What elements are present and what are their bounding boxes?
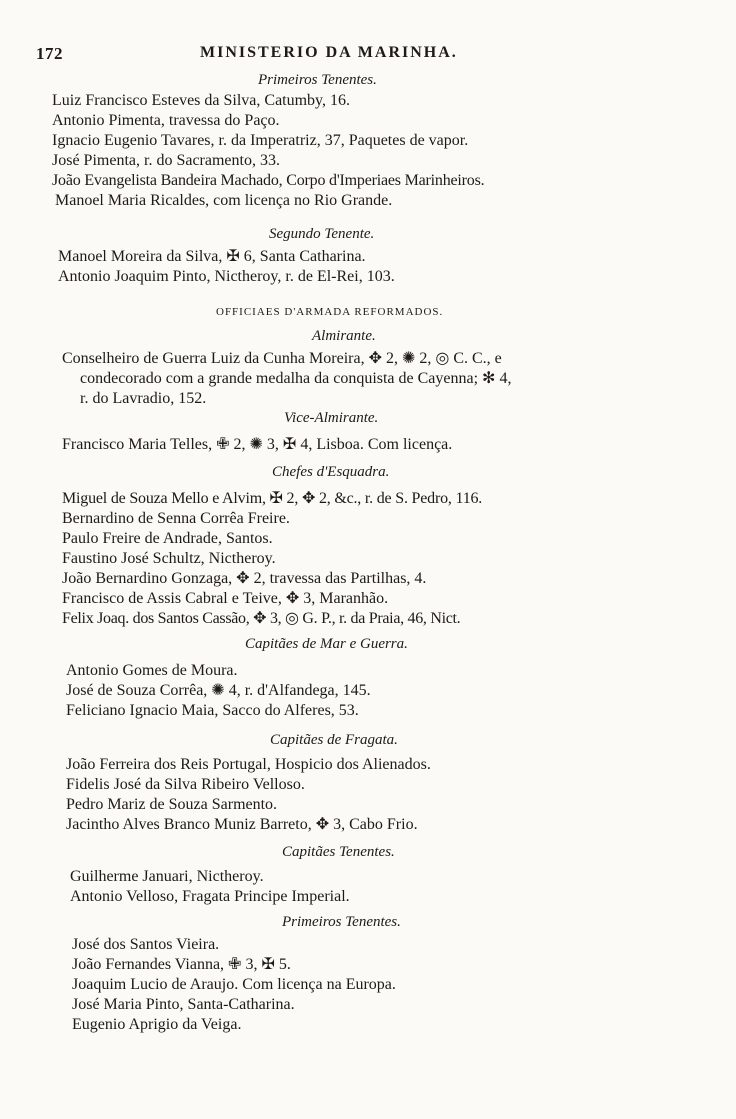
entry-line: José Maria Pinto, Santa-Catharina. bbox=[72, 996, 295, 1013]
entry-line: Francisco de Assis Cabral e Teive, ✥ 3, Maranhão. bbox=[62, 590, 389, 607]
entry-line: Felix Joaq. dos Santos Cassão, ✥ 3, ◎ G. P., r. da Praia, 46, Nict. bbox=[62, 610, 461, 627]
entry-line: Antonio Pimenta, travessa do Paço. bbox=[52, 112, 280, 129]
section-heading-reformados: OFFICIAES D'ARMADA REFORMADOS. bbox=[216, 306, 444, 318]
section-title-segundo-tenente: Segundo Tenente. bbox=[269, 226, 375, 242]
entry-line: Feliciano Ignacio Maia, Sacco do Alferes, 53. bbox=[66, 702, 359, 719]
entry-line: Antonio Gomes de Moura. bbox=[66, 662, 238, 679]
section-title-primeiros-tenentes: Primeiros Tenentes. bbox=[258, 72, 377, 88]
entry-line: Fidelis José da Silva Ribeiro Velloso. bbox=[66, 776, 305, 793]
page-number: 172 bbox=[36, 44, 63, 63]
entry-line: João Evangelista Bandeira Machado, Corpo d'Imperiaes Marinheiros. bbox=[52, 172, 485, 189]
running-title: MINISTERIO DA MARINHA. bbox=[200, 44, 458, 61]
entry-line: Miguel de Souza Mello e Alvim, ✠ 2, ✥ 2, &c., r. de S. Pedro, 116. bbox=[62, 490, 483, 507]
section-title-vice-almirante: Vice-Almirante. bbox=[284, 410, 379, 426]
entry-line: Ignacio Eugenio Tavares, r. da Imperatriz, 37, Paquetes de vapor. bbox=[52, 132, 469, 149]
section-title-almirante: Almirante. bbox=[312, 328, 376, 344]
entry-line: Manoel Maria Ricaldes, com licença no Rio Grande. bbox=[55, 192, 393, 209]
entry-line: Jacintho Alves Branco Muniz Barreto, ✥ 3, Cabo Frio. bbox=[66, 816, 418, 833]
entry-line: João Ferreira dos Reis Portugal, Hospicio dos Alienados. bbox=[66, 756, 431, 773]
entry-line: Joaquim Lucio de Araujo. Com licença na Europa. bbox=[72, 976, 396, 993]
page-header bbox=[0, 44, 736, 68]
section-title-chefes-esquadra: Chefes d'Esquadra. bbox=[272, 464, 390, 480]
entry-line: r. do Lavradio, 152. bbox=[80, 390, 207, 407]
entry-line: José Pimenta, r. do Sacramento, 33. bbox=[52, 152, 280, 169]
entry-line: João Fernandes Vianna, ✙ 3, ✠ 5. bbox=[72, 956, 291, 973]
entry-line: Manoel Moreira da Silva, ✠ 6, Santa Catharina. bbox=[58, 248, 366, 265]
section-title-capitaes-fragata: Capitães de Fragata. bbox=[270, 732, 398, 748]
section-title-capitaes-tenentes: Capitães Tenentes. bbox=[282, 844, 395, 860]
entry-line: Luiz Francisco Esteves da Silva, Catumby, 16. bbox=[52, 92, 351, 109]
entry-line: Antonio Velloso, Fragata Principe Imperial. bbox=[70, 888, 350, 905]
entry-line: Antonio Joaquim Pinto, Nictheroy, r. de El-Rei, 103. bbox=[58, 268, 395, 285]
entry-line: Conselheiro de Guerra Luiz da Cunha Moreira, ✥ 2, ✺ 2, ◎ C. C., e bbox=[62, 350, 502, 367]
entry-line: José dos Santos Vieira. bbox=[72, 936, 220, 953]
entry-line: Bernardino de Senna Corrêa Freire. bbox=[62, 510, 290, 527]
entry-line: Eugenio Aprigio da Veiga. bbox=[72, 1016, 242, 1033]
entry-line: Paulo Freire de Andrade, Santos. bbox=[62, 530, 273, 547]
entry-line: José de Souza Corrêa, ✺ 4, r. d'Alfandega, 145. bbox=[66, 682, 371, 699]
section-title-capitaes-mar-guerra: Capitães de Mar e Guerra. bbox=[245, 636, 408, 652]
entry-line: Faustino José Schultz, Nictheroy. bbox=[62, 550, 276, 567]
entry-line: João Bernardino Gonzaga, ✥ 2, travessa das Partilhas, 4. bbox=[62, 570, 427, 587]
entry-line: Pedro Mariz de Souza Sarmento. bbox=[66, 796, 278, 813]
section-title-primeiros-tenentes-2: Primeiros Tenentes. bbox=[282, 914, 401, 930]
entry-line: Guilherme Januari, Nictheroy. bbox=[70, 868, 264, 885]
entry-line: condecorado com a grande medalha da conquista de Cayenna; ✻ 4, bbox=[80, 370, 512, 387]
entry-line: Francisco Maria Telles, ✙ 2, ✺ 3, ✠ 4, Lisboa. Com licença. bbox=[62, 436, 453, 453]
